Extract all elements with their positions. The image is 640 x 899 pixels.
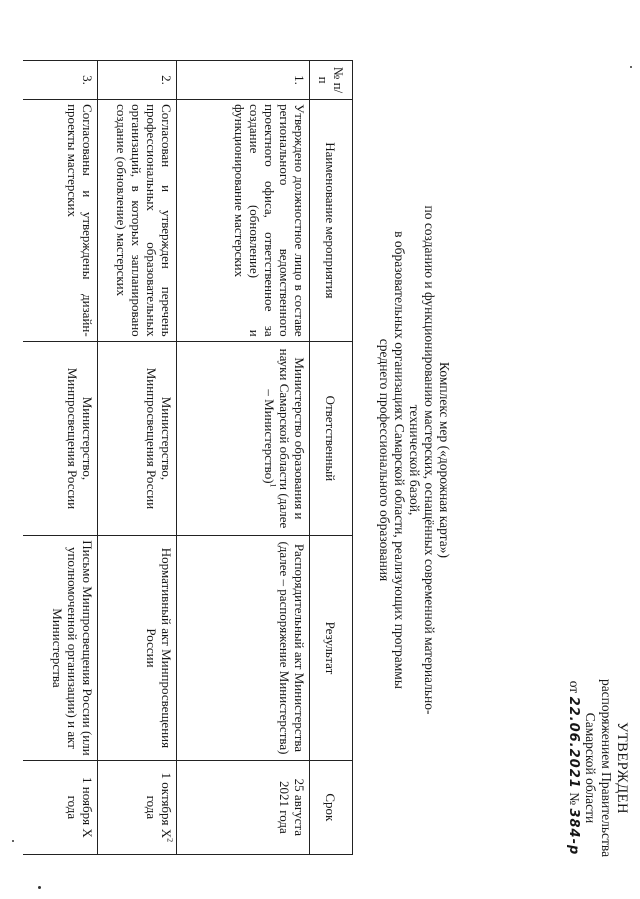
footnote-mark: 2	[165, 838, 175, 843]
table-row	[98, 61, 177, 855]
row-result: Нормативный акт Минпросвещения России	[98, 536, 177, 761]
table-row	[177, 61, 310, 855]
row-term	[98, 760, 177, 854]
row-term-tail: года	[144, 795, 159, 820]
approval-stamp	[565, 658, 630, 878]
row-result: Письмо Минпросвещения России (или уполномоченной организации) и акт Министерства	[23, 536, 98, 761]
heading-line-4: среднего профессионального образования	[377, 338, 392, 582]
approval-number-handwritten: 384-р	[566, 808, 581, 856]
row-responsible: Министерство, Минпросвещения России	[98, 341, 177, 535]
row-responsible	[177, 341, 310, 535]
heading-line-1: Комплекс мер («дорожная карта»)	[437, 362, 452, 558]
row-name: Согласован и утвержден перечень профессиональных образовательных организаций, в которых запланировано создание (обновление) мастерских	[98, 100, 177, 342]
header-result: Результат	[310, 536, 353, 761]
table-row	[23, 61, 98, 855]
row-name: Утверждено должностное лицо в составе регионального ведомственного проектного офиса, ответственное за создание (обновление) и функционирование мастерских	[177, 100, 310, 342]
header-num: № п/п	[310, 61, 353, 100]
roadmap-table	[23, 60, 353, 855]
document-heading	[377, 190, 452, 730]
row-term: 25 августа 2021 года	[177, 760, 310, 854]
approval-date-line	[565, 658, 582, 878]
scan-speck	[630, 66, 632, 68]
row-num: 1.	[177, 61, 310, 100]
header-name: Наименование мероприятия	[310, 100, 353, 342]
approval-line-2: Самарской области	[583, 712, 598, 824]
row-num: 2.	[98, 61, 177, 100]
row-term-text: 1 октября X	[159, 772, 174, 839]
approval-date-prefix: от	[567, 680, 582, 694]
row-responsible: Министерство, Минпросвещения России	[23, 341, 98, 535]
row-num: 3.	[23, 61, 98, 100]
row-term: 1 ноября X года	[23, 760, 98, 854]
header-responsible: Ответственный	[310, 341, 353, 535]
approval-title: УТВЕРЖДЕН	[614, 722, 630, 814]
row-responsible-text: Министерство образования и науки Самарской области (далее – Министерство)	[262, 348, 307, 529]
scan-speck	[12, 840, 14, 842]
header-term: Срок	[310, 760, 353, 854]
footnote-mark: 1	[268, 483, 278, 488]
table-header-row	[310, 61, 353, 855]
approval-line-1: распоряжением Правительства	[599, 678, 614, 858]
approval-date-handwritten: 22.06.2021	[566, 696, 581, 789]
approval-number-sign: №	[567, 792, 582, 806]
heading-line-2: по созданию и функционированию мастерских, оснащённых современной материально-технической базой,	[407, 205, 437, 715]
row-name: Согласованы и утверждены дизайн-проекты мастерских	[23, 100, 98, 342]
scan-speck	[38, 886, 41, 889]
row-result: Распорядительный акт Министерства (далее – распоряжение Министерства)	[177, 536, 310, 761]
heading-line-3: в образовательных организациях Самарской области, реализующих программы	[392, 231, 407, 689]
